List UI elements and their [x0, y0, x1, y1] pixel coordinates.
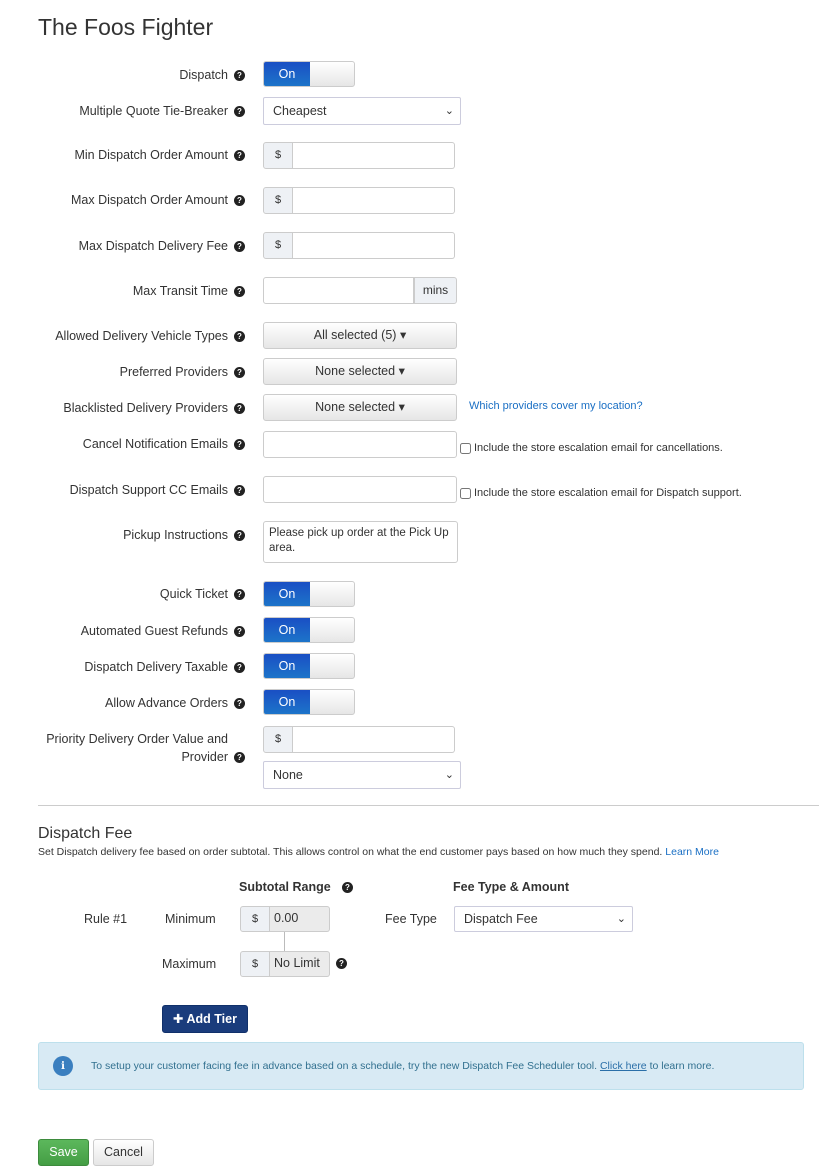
support-cc-input[interactable] [263, 476, 457, 503]
quick-ticket-label: Quick Ticket [159, 587, 228, 601]
vehicle-types-dropdown[interactable] [263, 322, 457, 349]
tie-breaker-select[interactable] [263, 97, 461, 125]
support-cc-label: Dispatch Support CC Emails [69, 483, 228, 497]
priority-provider-select[interactable] [263, 761, 461, 789]
min-amount-input-group [263, 142, 455, 169]
dollar-addon: $ [263, 726, 293, 753]
dropdown-value: All selected (5) [313, 328, 397, 342]
checkbox-text: Include the store escalation email for cancellations. [474, 442, 723, 454]
dollar-addon: $ [263, 232, 293, 259]
dollar-addon: $ [240, 951, 270, 977]
pickup-instructions-textarea[interactable]: Please pick up order at the Pick Up area. [263, 521, 458, 563]
divider [38, 805, 819, 806]
advance-label: Allow Advance Orders [105, 696, 228, 710]
advance-orders-toggle[interactable] [263, 689, 355, 715]
preferred-providers-dropdown[interactable] [263, 358, 457, 385]
help-icon[interactable]: ? [234, 70, 245, 81]
help-icon[interactable]: ? [234, 367, 245, 378]
caret-down-icon: ▾ [399, 328, 407, 342]
select-value: Cheapest [273, 104, 327, 118]
help-icon[interactable]: ? [234, 195, 245, 206]
help-icon[interactable]: ? [342, 882, 353, 893]
chevron-down-icon: ⌄ [444, 769, 454, 781]
add-tier-label: Add Tier [186, 1012, 237, 1026]
cancel-emails-label: Cancel Notification Emails [82, 437, 228, 451]
maximum-input-group [240, 951, 330, 977]
dropdown-value: None selected [315, 364, 396, 378]
help-icon[interactable]: ? [234, 626, 245, 637]
checkbox-text: Include the store escalation email for Dispatch support. [474, 487, 742, 499]
help-icon[interactable]: ? [234, 752, 245, 763]
max-transit-input-group [263, 277, 457, 304]
help-icon[interactable]: ? [234, 106, 245, 117]
max-transit-input[interactable] [263, 277, 414, 304]
max-fee-label: Max Dispatch Delivery Fee [78, 239, 228, 253]
help-icon[interactable]: ? [234, 150, 245, 161]
click-here-link[interactable]: Click here [599, 1060, 647, 1072]
taxable-toggle[interactable] [263, 653, 355, 679]
mins-addon: mins [414, 277, 457, 304]
guest-refunds-toggle[interactable] [263, 617, 355, 643]
dispatch-toggle[interactable] [263, 61, 355, 87]
max-fee-input-group [263, 232, 455, 259]
info-text-end: to learn more. [649, 1060, 715, 1072]
help-icon[interactable]: ? [234, 589, 245, 600]
help-icon[interactable]: ? [234, 485, 245, 496]
add-tier-button[interactable] [162, 1005, 248, 1033]
min-amount-input[interactable] [293, 142, 455, 169]
minimum-input-group [240, 906, 330, 932]
cancel-emails-input[interactable] [263, 431, 457, 458]
cancel-escalation-checkbox-label[interactable] [460, 442, 723, 454]
info-icon: i [53, 1056, 73, 1076]
tie-breaker-label: Multiple Quote Tie-Breaker [79, 104, 228, 118]
min-amount-label: Min Dispatch Order Amount [74, 148, 228, 162]
toggle-on-label: On [264, 618, 310, 642]
fee-type-label: Fee Type [385, 912, 437, 926]
quick-ticket-toggle[interactable] [263, 581, 355, 607]
providers-coverage-link[interactable]: Which providers cover my location? [469, 400, 643, 412]
fee-type-header: Fee Type & Amount [453, 880, 569, 894]
chevron-down-icon: ⌄ [444, 105, 454, 117]
rule-label: Rule #1 [84, 912, 128, 926]
caret-down-icon: ▾ [398, 364, 405, 378]
max-amount-label: Max Dispatch Order Amount [70, 193, 228, 207]
preferred-label: Preferred Providers [119, 365, 228, 379]
range-connector [284, 932, 285, 951]
save-button[interactable]: Save [38, 1139, 89, 1166]
dollar-addon: $ [240, 906, 270, 932]
toggle-on-label: On [264, 582, 310, 606]
maximum-input: No Limit [270, 951, 330, 977]
toggle-on-label: On [264, 690, 310, 714]
dispatch-fee-heading: Dispatch Fee [38, 825, 133, 842]
dollar-addon: $ [263, 142, 293, 169]
help-icon[interactable]: ? [234, 403, 245, 414]
page-title: The Foos Fighter [38, 14, 214, 40]
help-icon[interactable]: ? [234, 241, 245, 252]
toggle-on-label: On [264, 654, 310, 678]
max-fee-input[interactable] [293, 232, 455, 259]
vehicle-types-label: Allowed Delivery Vehicle Types [55, 329, 228, 343]
blacklisted-providers-dropdown[interactable] [263, 394, 457, 421]
select-value: None [273, 768, 303, 782]
fee-type-select[interactable] [454, 906, 633, 932]
help-icon[interactable]: ? [234, 331, 245, 342]
help-icon[interactable]: ? [234, 439, 245, 450]
max-amount-input-group [263, 187, 455, 214]
max-amount-input[interactable] [293, 187, 455, 214]
taxable-label: Dispatch Delivery Taxable [84, 660, 228, 674]
caret-down-icon: ▾ [398, 400, 405, 414]
plus-icon: ✚ [173, 1012, 184, 1026]
cancel-escalation-checkbox[interactable] [460, 443, 471, 454]
priority-label: Priority Delivery Order Value and Provider [46, 732, 228, 764]
minimum-label: Minimum [165, 912, 216, 926]
minimum-input: 0.00 [270, 906, 330, 932]
info-text: To setup your customer facing fee in advance based on a schedule, try the new Dispatch Fee Scheduler tool. [91, 1060, 598, 1072]
select-value: Dispatch Fee [464, 912, 538, 926]
dollar-addon: $ [263, 187, 293, 214]
pickup-label: Pickup Instructions [123, 528, 228, 542]
toggle-on-label: On [264, 62, 310, 86]
cancel-button[interactable]: Cancel [93, 1139, 154, 1166]
subtotal-range-header: Subtotal Range [239, 880, 331, 894]
help-icon[interactable]: ? [336, 958, 347, 969]
learn-more-link[interactable]: Learn More [665, 846, 719, 858]
info-alert [38, 1042, 804, 1090]
help-icon[interactable]: ? [234, 286, 245, 297]
chevron-down-icon: ⌄ [616, 913, 626, 925]
dropdown-value: None selected [315, 400, 396, 414]
support-escalation-checkbox-label[interactable] [460, 487, 742, 499]
help-icon[interactable]: ? [234, 662, 245, 673]
priority-value-input-group [263, 726, 455, 753]
help-icon[interactable]: ? [234, 530, 245, 541]
dispatch-label: Dispatch [179, 68, 228, 82]
dispatch-fee-description: Set Dispatch delivery fee based on order subtotal. This allows control on what the end customer pays based on how much they spend. [38, 846, 663, 858]
blacklisted-label: Blacklisted Delivery Providers [63, 401, 228, 415]
help-icon[interactable]: ? [234, 698, 245, 709]
support-escalation-checkbox[interactable] [460, 488, 471, 499]
priority-value-input[interactable] [293, 726, 455, 753]
max-transit-label: Max Transit Time [132, 284, 228, 298]
maximum-label: Maximum [162, 957, 217, 971]
guest-refunds-label: Automated Guest Refunds [80, 624, 228, 638]
